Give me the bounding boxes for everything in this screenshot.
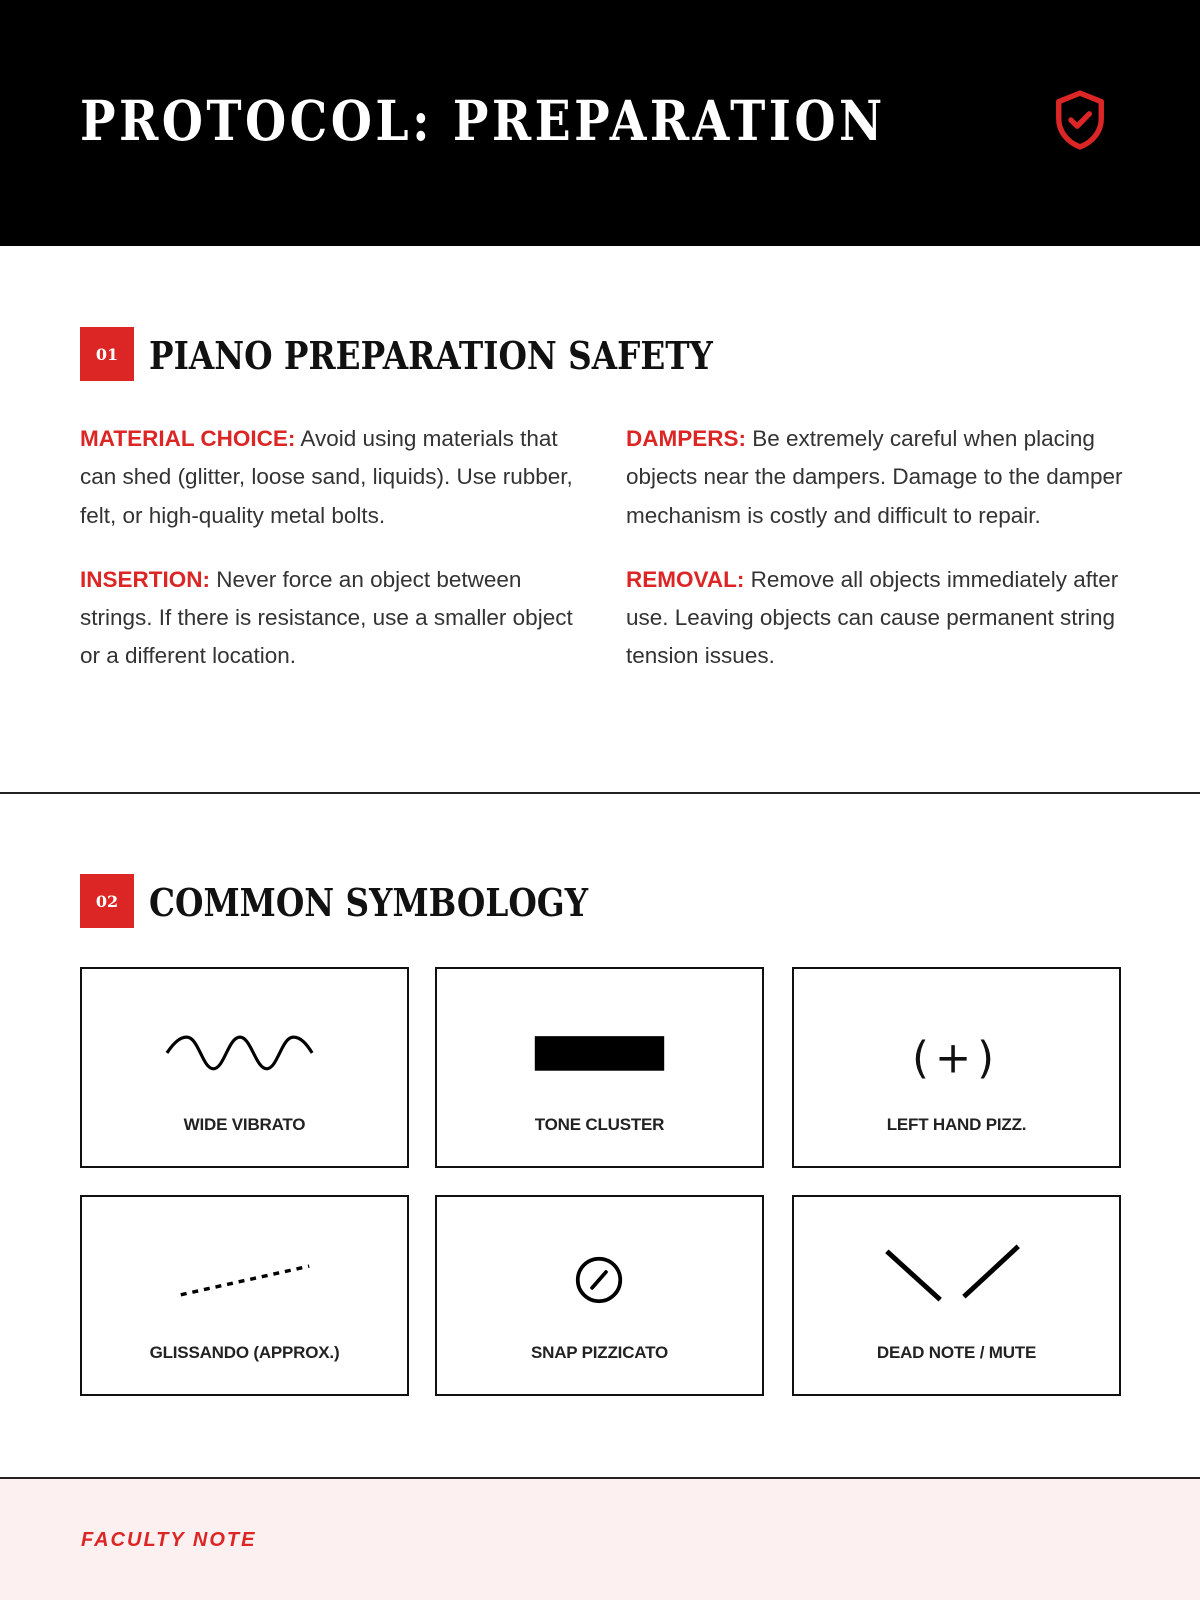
safety-item-label: MATERIAL CHOICE: [80, 426, 296, 451]
safety-item-material-choice [80, 420, 580, 535]
symbol-card-left-hand-pizz [792, 967, 1121, 1168]
safety-item-text: Never force an object between strings. If there is resistance, use a smaller object or a different location. [80, 566, 573, 669]
shield-check-icon [1046, 82, 1114, 158]
parenthesized-plus-icon [794, 1013, 1119, 1083]
symbol-label: TONE CLUSTER [534, 1115, 665, 1134]
symbol-card-snap-pizzicato [435, 1195, 764, 1396]
symbol-label: LEFT HAND PIZZ. [886, 1115, 1027, 1134]
safety-column-left [80, 420, 580, 702]
symbol-card-glissando [80, 1195, 409, 1396]
section-heading-safety [80, 327, 805, 381]
dotted-diagonal-line-icon [82, 1241, 407, 1311]
safety-column-right [626, 420, 1126, 702]
safety-item-text: Be extremely careful when placing objects near the dampers. Damage to the damper mechanism is costly and difficult to repair. [626, 426, 1123, 528]
section-title: COMMON SYMBOLOGY [149, 880, 589, 925]
left-hand-pizz-glyph: (+) [911, 1033, 1001, 1083]
section-divider [0, 792, 1200, 794]
v-strokes-icon [794, 1241, 1119, 1311]
section-title: PIANO PREPARATION SAFETY [149, 333, 713, 378]
safety-item-label: INSERTION: [80, 566, 211, 592]
section-number-badge: 02 [80, 874, 134, 928]
symbol-label: DEAD NOTE / MUTE [876, 1343, 1037, 1362]
safety-item-label: REMOVAL: [626, 566, 745, 592]
safety-item-text: Avoid using materials that can shed (glitter, loose sand, liquids). Use rubber, felt, or high-quality metal bolts. [80, 426, 573, 528]
safety-item-insertion [80, 561, 580, 676]
symbol-label: WIDE VIBRATO [183, 1115, 306, 1134]
page-header [0, 0, 1200, 246]
faculty-note-label: FACULTY NOTE [81, 1529, 257, 1551]
symbol-card-wide-vibrato [80, 967, 409, 1168]
symbol-card-dead-note [792, 1195, 1121, 1396]
faculty-note-panel [0, 1479, 1200, 1600]
symbol-label: GLISSANDO (APPROX.) [149, 1343, 340, 1362]
page-title: PROTOCOL: PREPARATION [80, 88, 886, 153]
circle-slash-icon [437, 1241, 762, 1311]
section-number-badge: 01 [80, 327, 134, 381]
wavy-line-icon [82, 1013, 407, 1083]
symbol-card-tone-cluster [435, 967, 764, 1168]
safety-item-label: DAMPERS: [626, 426, 747, 451]
symbol-label: SNAP PIZZICATO [531, 1343, 668, 1362]
safety-item-removal [626, 561, 1126, 676]
filled-bar-icon [437, 1013, 762, 1083]
section-heading-symbology [80, 874, 660, 928]
safety-item-dampers [626, 420, 1126, 535]
safety-item-text: Remove all objects immediately after use. Leaving objects can cause permanent string tension issues. [626, 566, 1119, 669]
